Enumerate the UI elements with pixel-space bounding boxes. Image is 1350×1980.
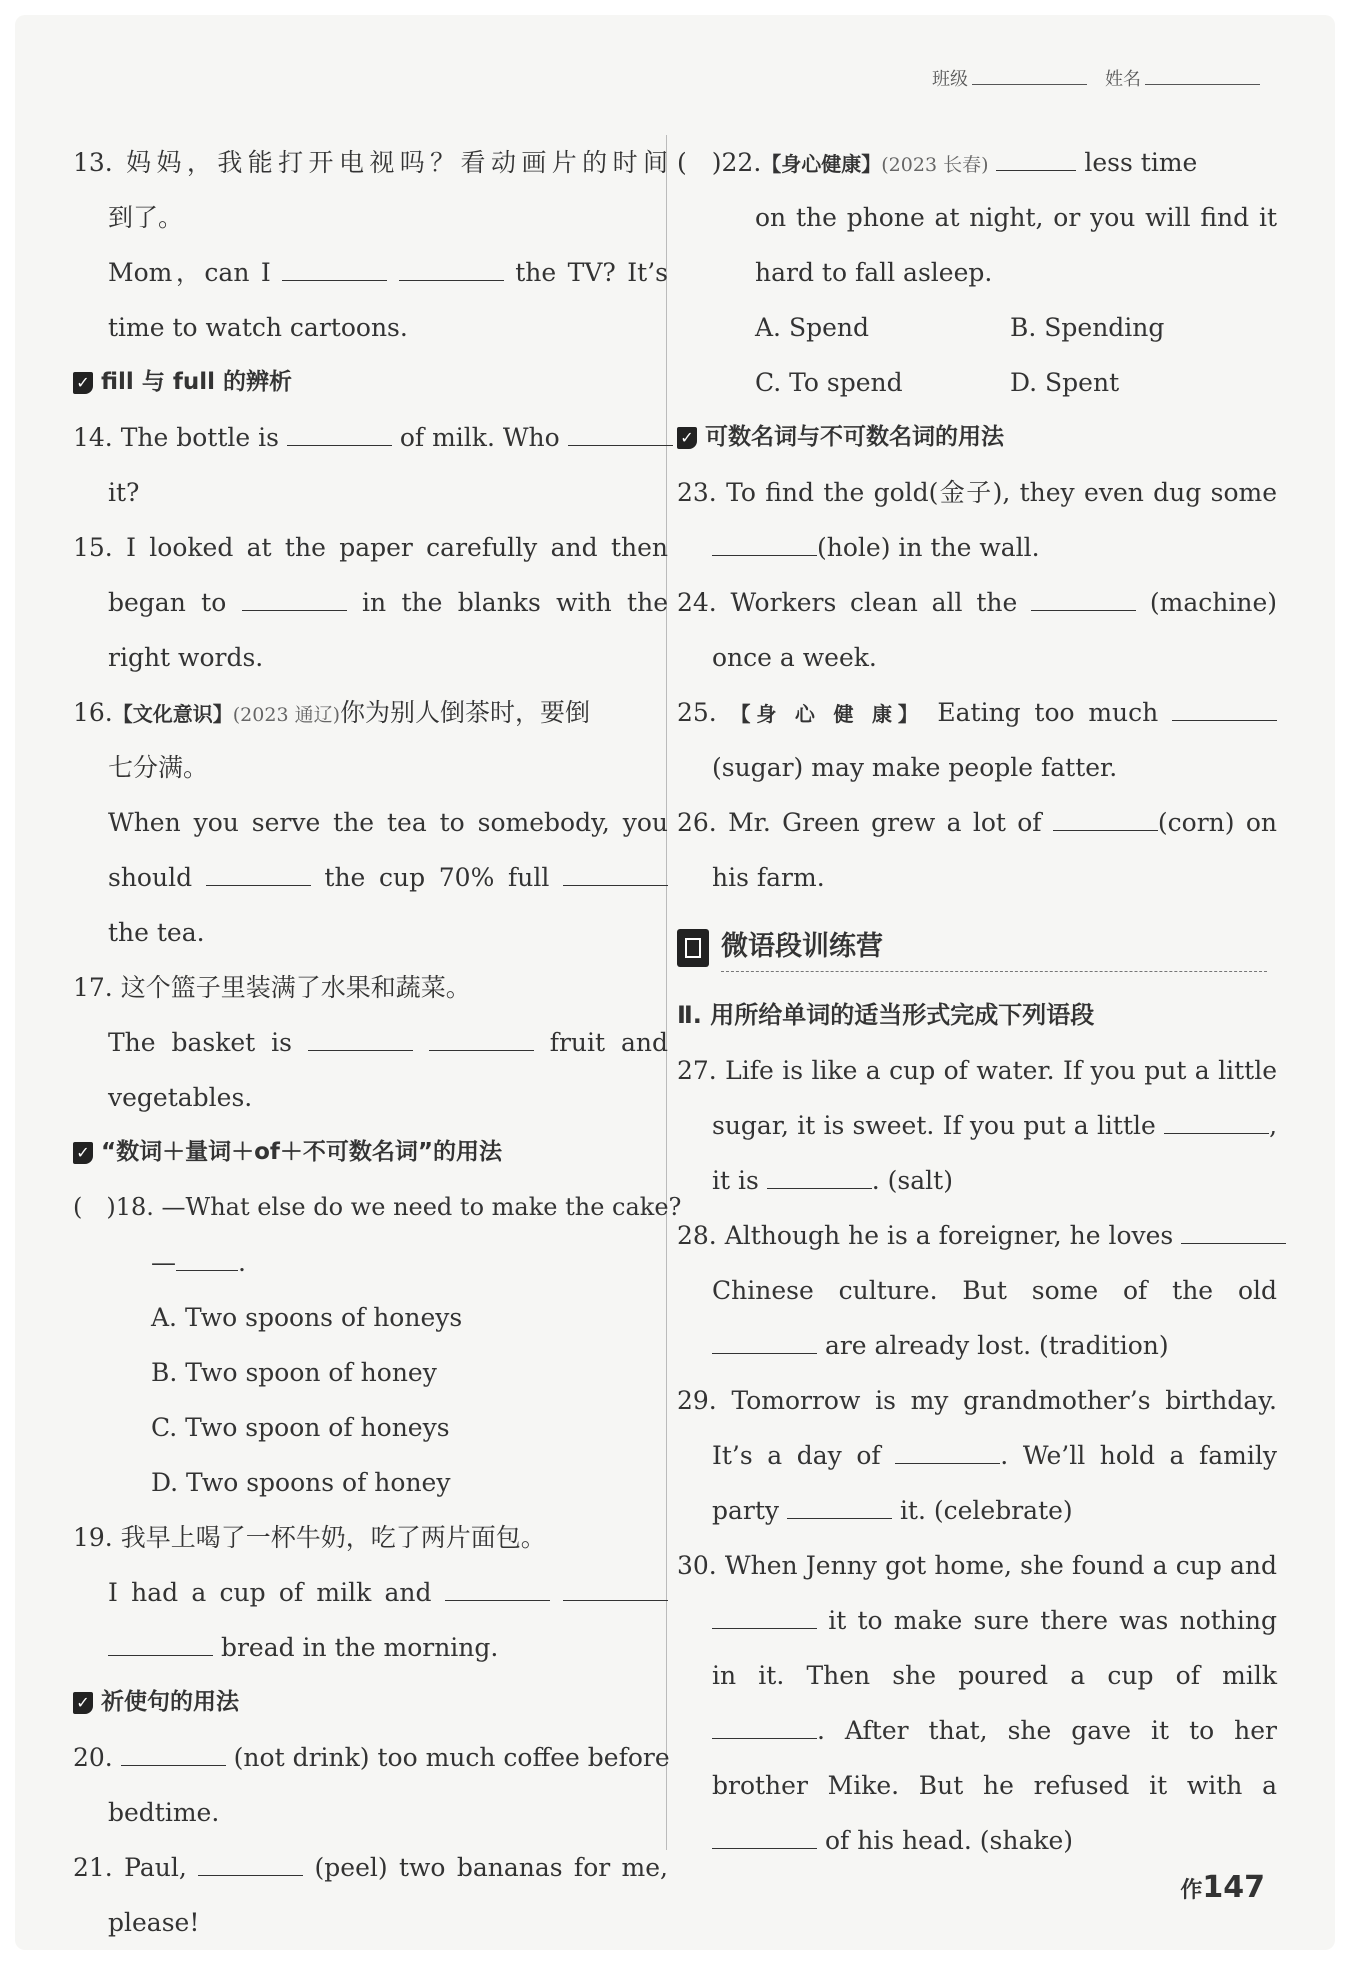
q28-line3	[677, 1318, 1277, 1373]
q27-text-c: . (salt)	[871, 1166, 953, 1195]
q20-blank[interactable]	[121, 1741, 226, 1766]
banner-title: 微语段训练营	[721, 931, 883, 962]
section-title: “数词＋量词＋of＋不可数名词”的用法	[101, 1139, 503, 1165]
section-title: fill 与 full 的辨析	[101, 369, 292, 395]
section-countable-nouns	[677, 410, 1277, 465]
q23-blank[interactable]	[712, 531, 817, 556]
left-column	[73, 135, 682, 1950]
q25-tag: 【身 心 健 康】	[730, 702, 924, 726]
q22-year: (2023 长春)	[881, 154, 989, 176]
q22-options-ab	[677, 300, 1277, 355]
q22-tag: 【身心健康】	[761, 152, 882, 176]
q19-blank-1[interactable]	[445, 1576, 550, 1601]
q15-text-b: in the blanks with the	[362, 588, 669, 617]
q25-line2: (sugar) may make people fatter.	[712, 753, 1118, 782]
q17-text-b: fruit and	[549, 1028, 668, 1057]
q25-number: 25.	[677, 698, 717, 727]
q30-blank-1[interactable]	[712, 1604, 817, 1629]
q17-blank-1[interactable]	[308, 1026, 413, 1051]
q30-line1: 30. When Jenny got home, she found a cup and	[677, 1551, 1277, 1580]
book-icon	[677, 929, 709, 967]
section-numeral-measure	[73, 1125, 668, 1180]
q16-blank-1[interactable]	[206, 861, 311, 886]
q13-text-a: Mom，can I	[108, 258, 271, 287]
q20-text: (not drink) too much coffee before	[233, 1743, 670, 1772]
q22-text: less time	[1084, 148, 1198, 177]
q14-blank-2[interactable]	[568, 421, 673, 446]
q24-text-a: 24. Workers clean all the	[677, 588, 1018, 617]
q30-text-c: of his head. (shake)	[824, 1826, 1074, 1855]
q27-blank-2[interactable]	[767, 1164, 872, 1189]
workbook-page	[15, 15, 1335, 1950]
check-icon: ✓	[73, 372, 93, 394]
micro-paragraph-banner	[677, 925, 1277, 980]
check-icon: ✓	[677, 427, 697, 449]
q27-line3	[677, 1153, 1277, 1208]
q24-line1	[677, 575, 1277, 630]
q19-text-b: bread in the morning.	[220, 1633, 499, 1662]
q27-line1: 27. Life is like a cup of water. If you put a little	[677, 1056, 1277, 1085]
section-imperative	[73, 1675, 668, 1730]
q27-line2	[677, 1098, 1277, 1153]
q13-line3	[73, 245, 668, 300]
q22-option-b[interactable]: B. Spending	[1010, 313, 1165, 342]
q27-blank-1[interactable]	[1164, 1109, 1269, 1134]
q26-text-a: 26. Mr. Green grew a lot of	[677, 808, 1042, 837]
q29-blank-1[interactable]	[895, 1439, 1000, 1464]
q14-text-b: of milk.	[399, 423, 495, 452]
q18-stem: ( )18. —What else do we need to make the cake?	[73, 1193, 682, 1221]
q30-blank-3[interactable]	[712, 1824, 817, 1849]
q19-line3	[73, 1620, 668, 1675]
q29-text-a: It’s a day of	[712, 1441, 881, 1470]
q17-line3: vegetables.	[108, 1083, 253, 1112]
q28-line1	[677, 1208, 1277, 1263]
q16-line5: the tea.	[108, 918, 205, 947]
name-label: 姓名	[1105, 69, 1141, 90]
q26-line2: his farm.	[712, 863, 825, 892]
page-label: 作	[1180, 1878, 1203, 1903]
q19-text-a: I had a cup of milk and	[108, 1578, 432, 1607]
q16-line2: 七分满。	[108, 753, 209, 782]
q19-blank-2[interactable]	[563, 1576, 668, 1601]
q28-blank-2[interactable]	[712, 1329, 817, 1354]
q14-text-c: Who	[502, 423, 560, 452]
q14-blank-1[interactable]	[287, 421, 392, 446]
q16-year: (2023 通辽)	[232, 704, 340, 726]
q13-line1: 13. 妈妈，我能打开电视吗？看动画片的时间	[73, 148, 668, 177]
q16-chinese: 你为别人倒茶时，要倒	[339, 698, 590, 727]
section-title: 可数名词与不可数名词的用法	[705, 424, 1004, 450]
right-column	[677, 135, 1277, 1868]
q20-number: 20.	[73, 1743, 113, 1772]
name-field[interactable]	[1105, 65, 1260, 91]
q22-line3: hard to fall asleep.	[755, 258, 993, 287]
class-blank[interactable]	[972, 84, 1087, 85]
check-icon: ✓	[73, 1692, 93, 1714]
q16-line1	[73, 685, 668, 740]
q21-text-a: 21. Paul,	[73, 1853, 187, 1882]
q20-line1	[73, 1730, 668, 1785]
q18-option-a[interactable]: A. Two spoons of honeys	[151, 1303, 463, 1332]
section-title: 祈使句的用法	[101, 1689, 239, 1715]
q30-line2	[677, 1593, 1277, 1648]
q16-tag: 【文化意识】	[112, 702, 233, 726]
q23-line2	[677, 520, 1277, 575]
instructions: Ⅱ. 用所给单词的适当形式完成下列语段	[677, 1001, 1095, 1029]
q14-text-a: 14. The bottle is	[73, 423, 279, 452]
q29-text-d: it. (celebrate)	[899, 1496, 1073, 1525]
class-label: 班级	[932, 69, 968, 90]
q30-text-b: . After that, she gave it to her	[817, 1716, 1277, 1745]
q16-blank-2[interactable]	[563, 861, 668, 886]
q23-text: (hole) in the wall.	[817, 533, 1040, 562]
q22-line2: on the phone at night, or you will find it	[755, 203, 1277, 232]
q29-blank-2[interactable]	[787, 1494, 892, 1519]
q28-text-a: 28. Although he is a foreigner, he loves	[677, 1221, 1174, 1250]
q29-text-c: party	[712, 1496, 780, 1525]
q23-line1: 23. To find the gold(金子), they even dug some	[677, 478, 1277, 507]
q18-blank[interactable]	[176, 1246, 238, 1271]
q13-text-b: the TV? It’s	[515, 258, 668, 287]
q30-line5: brother Mike. But he refused it with a	[712, 1771, 1277, 1800]
q16-text-a: should	[108, 863, 193, 892]
q22-options-cd	[677, 355, 1277, 410]
q22-blank[interactable]	[996, 146, 1076, 171]
q14-line1	[73, 410, 668, 465]
q22-option-c[interactable]: C. To spend	[755, 368, 903, 397]
q19-line2	[73, 1565, 668, 1620]
page-number	[1180, 1870, 1265, 1905]
q28-line2: Chinese culture. But some of the old	[712, 1276, 1277, 1305]
q27-comma: ,	[1269, 1111, 1278, 1140]
q25-line1	[677, 685, 1277, 740]
q19-blank-3[interactable]	[108, 1631, 213, 1656]
page-header	[932, 65, 1260, 91]
q21-blank[interactable]	[198, 1851, 303, 1876]
q30-line3: in it. Then she poured a cup of milk	[712, 1661, 1277, 1690]
q13-line4: time to watch cartoons.	[108, 313, 408, 342]
q15-text-a: began to	[108, 588, 227, 617]
q13-line2: 到了。	[108, 203, 184, 232]
q20-line2: bedtime.	[108, 1798, 220, 1827]
q22-number: ( )22.	[677, 148, 762, 177]
q21-text-b: (peel) two bananas for me,	[314, 1853, 668, 1882]
q28-text-b: are already lost. (tradition)	[824, 1331, 1169, 1360]
q16-number: 16.	[73, 698, 113, 727]
q14-line2: it?	[108, 478, 140, 507]
q15-line2	[73, 575, 668, 630]
q24-text-b: (machine)	[1149, 588, 1277, 617]
q17-text-a: The basket is	[108, 1028, 292, 1057]
q26-blank[interactable]	[1053, 806, 1158, 831]
q30-line6	[677, 1813, 1277, 1868]
q29-text-b: . We’ll hold a family	[1000, 1441, 1278, 1470]
q24-line2: once a week.	[712, 643, 877, 672]
q29-line1: 29. Tomorrow is my grandmother’s birthday.	[677, 1386, 1277, 1415]
q18-option-c[interactable]: C. Two spoon of honeys	[151, 1413, 450, 1442]
q30-text-a: it to make sure there was nothing	[828, 1606, 1277, 1635]
q13-blank-1[interactable]	[282, 256, 387, 281]
q26-line1	[677, 795, 1277, 850]
q22-option-a[interactable]: A. Spend	[755, 313, 869, 342]
q21-line1	[73, 1840, 668, 1895]
q18-option-d[interactable]: D. Two spoons of honey	[151, 1468, 451, 1497]
q30-line4	[677, 1703, 1277, 1758]
q15-line1: 15. I looked at the paper carefully and then	[73, 533, 668, 562]
q17-line2	[73, 1015, 668, 1070]
q13-blank-2[interactable]	[399, 256, 504, 281]
q28-blank-1[interactable]	[1181, 1219, 1286, 1244]
q17-line1: 17. 这个篮子里装满了水果和蔬菜。	[73, 973, 471, 1002]
q19-line1: 19. 我早上喝了一杯牛奶，吃了两片面包。	[73, 1523, 546, 1552]
class-field[interactable]	[932, 65, 1087, 91]
q22-line1	[677, 135, 1277, 190]
q24-blank[interactable]	[1031, 586, 1136, 611]
q18-answer-line	[73, 1235, 668, 1290]
q30-blank-2[interactable]	[712, 1714, 817, 1739]
page-number-value: 147	[1202, 1870, 1265, 1905]
q29-line3	[677, 1483, 1277, 1538]
q25-blank[interactable]	[1172, 696, 1277, 721]
q15-line3: right words.	[108, 643, 264, 672]
q25-text: Eating too much	[937, 698, 1159, 727]
q17-blank-2[interactable]	[429, 1026, 534, 1051]
q18-end: .	[238, 1248, 246, 1277]
q26-text-b: (corn) on	[1157, 808, 1277, 837]
q27-text-b: it is	[712, 1166, 759, 1195]
q15-blank[interactable]	[242, 586, 347, 611]
name-blank[interactable]	[1145, 84, 1260, 85]
section-fill-full	[73, 355, 668, 410]
q21-line2: please!	[108, 1908, 200, 1937]
q22-option-d[interactable]: D. Spent	[1010, 368, 1120, 397]
q27-text-a: sugar, it is sweet. If you put a little	[712, 1111, 1156, 1140]
q18-dash: —	[151, 1248, 176, 1277]
q16-line4	[73, 850, 668, 905]
q16-line3: When you serve the tea to somebody, you	[108, 808, 668, 837]
q16-text-b: the cup 70% full	[324, 863, 550, 892]
banner-underline	[721, 971, 1267, 972]
q18-option-b[interactable]: B. Two spoon of honey	[151, 1358, 437, 1387]
check-icon: ✓	[73, 1142, 93, 1164]
q29-line2	[677, 1428, 1277, 1483]
